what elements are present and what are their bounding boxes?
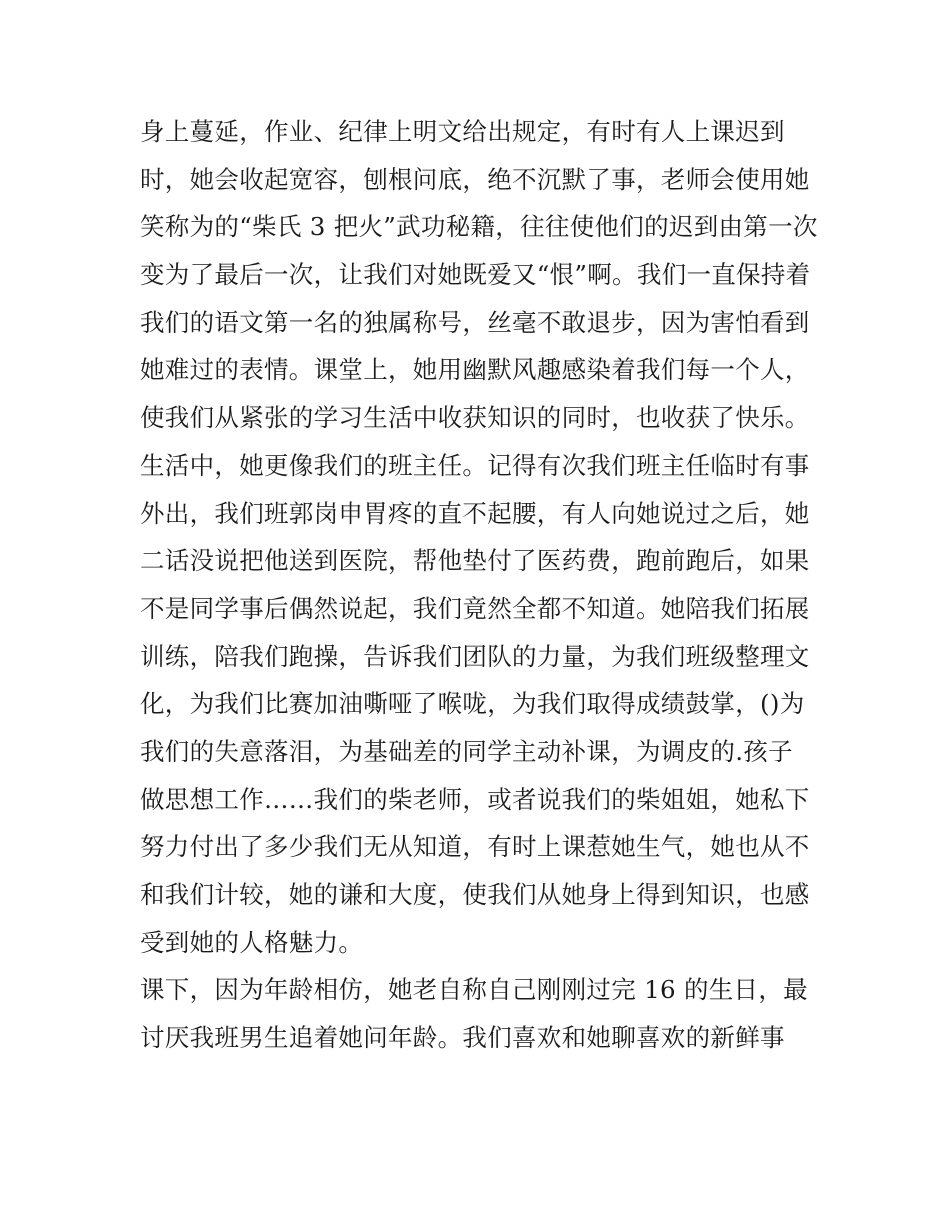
text-line: 我们的失意落泪，为基础差的同学主动补课，为调皮的.孩子 (140, 736, 793, 766)
text-line: 生活中，她更像我们的班主任。记得有次我们班主任临时有事 (140, 450, 810, 480)
text-line: 她难过的表情。课堂上，她用幽默风趣感染着我们每一个人， (140, 355, 810, 385)
text-line: 做思想工作……我们的柴老师，或者说我们的柴姐姐，她私下 (140, 784, 810, 814)
text-line: 不是同学事后偶然说起，我们竟然全都不知道。她陪我们拓展 (140, 593, 810, 623)
text-line: 我们的语文第一名的独属称号，丝毫不敢退步，因为害怕看到 (140, 307, 810, 337)
text-line: 身上蔓延，作业、纪律上明文给出规定，有时有人上课迟到 (140, 117, 785, 146)
text-line: 二话没说把他送到医院，帮他垫付了医药费，跑前跑后，如果 (140, 546, 810, 576)
text-line: 变为了最后一次，让我们对她既爱又“恨”啊。我们一直保持着 (140, 260, 811, 290)
text-line: 化，为我们比赛加油嘶哑了喉咙，为我们取得成绩鼓掌，()为 (140, 689, 805, 719)
text-line: 课下，因为年龄相仿，她老自称自己刚刚过完 16 的生日，最 (140, 975, 808, 1005)
text-line: 努力付出了多少我们无从知道，有时上课惹她生气，她也从不 (140, 832, 810, 862)
text-line: 讨厌我班男生追着她问年龄。我们喜欢和她聊喜欢的新鲜事 (140, 1023, 785, 1053)
text-line: 外出，我们班郭岗申胃疼的直不起腰，有人向她说过之后，她 (140, 498, 810, 528)
text-line: 笑称为的“柴氏 3 把火”武功秘籍，往往使他们的迟到由第一次 (140, 212, 818, 242)
text-line: 和我们计较，她的谦和大度，使我们从她身上得到知识，也感 (140, 880, 810, 909)
text-line: 受到她的人格魅力。 (140, 927, 364, 957)
text-line: 训练，陪我们跑操，告诉我们团队的力量，为我们班级整理文 (140, 641, 810, 671)
document-body (140, 108, 830, 1062)
text-line: 时，她会收起宽容，刨根问底，绝不沉默了事，老师会使用她 (140, 164, 810, 194)
text-line: 使我们从紧张的学习生活中收获知识的同时，也收获了快乐。 (140, 403, 810, 433)
